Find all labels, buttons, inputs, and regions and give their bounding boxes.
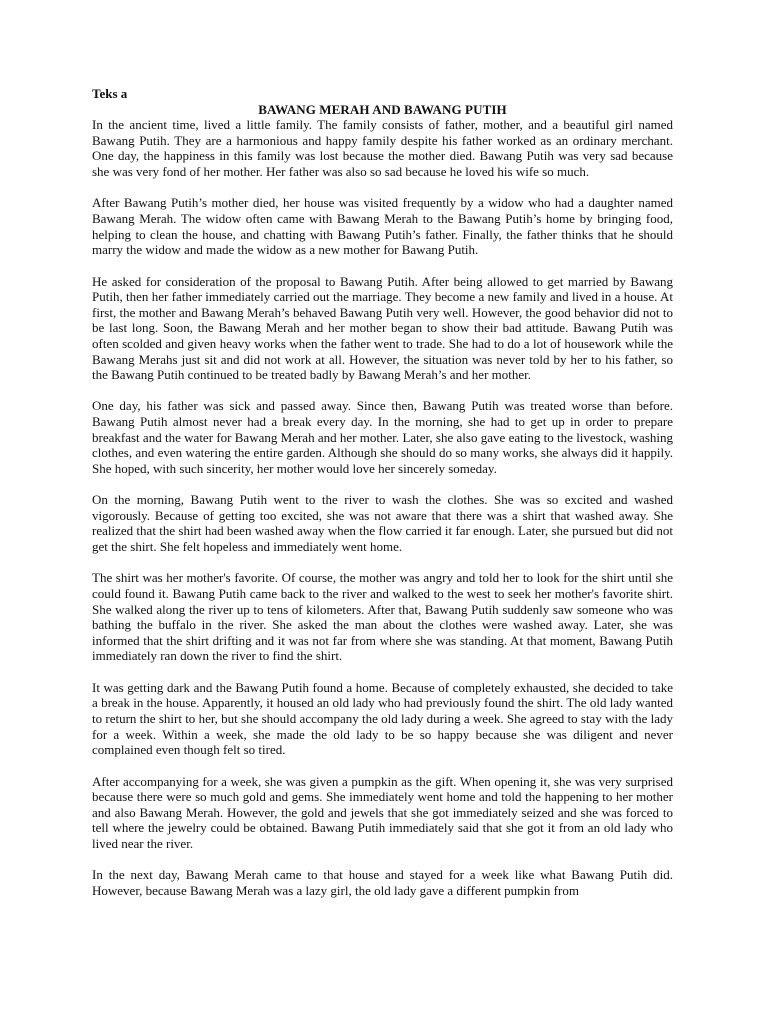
text-label: Teks a: [92, 86, 128, 101]
paragraph-3: He asked for consideration of the proposal to Bawang Putih. After being allowed to get married by Bawang Putih, then her father immediately carried out the marriage. They become a new family and lived in a house. At first, the mother and Bawang Merah’s behaved Bawang Putih very well. However, the good behavior did not to be last long. Soon, the Bawang Merah and her mother began to show their bad attitude. Bawang Putih was often scolded and given heavy works when the father went to trade. She had to do a lot of housework while the Bawang Merahs just sit and did not work at all. However, the situation was never told by her to his father, so the Bawang Putih continued to be treated badly by Bawang Merah’s and her mother.: [92, 273, 673, 383]
document-page: [92, 86, 673, 914]
paragraph-7: It was getting dark and the Bawang Putih found a home. Because of completely exhausted, she decided to take a break in the house. Apparently, it housed an old lady who had previously found the shirt. The old lady wanted to return the shirt to her, but she should accompany the old lady during a week. She agreed to stay with the lady for a week. Within a week, she made the old lady to be so happy because she was diligent and never complained even though felt so tired.: [92, 679, 673, 758]
paragraph-6: The shirt was her mother's favorite. Of course, the mother was angry and told her to look for the shirt until she could found it. Bawang Putih came back to the river and walked to the west to seek her mother's favorite shirt. She walked along the river up to tens of kilometers. After that, Bawang Putih suddenly saw someone who was bathing the buffalo in the river. She asked the man about the clothes were washed away. Later, she was informed that the shirt drifting and it was not far from where she was standing. At that moment, Bawang Putih immediately ran down the river to find the shirt.: [92, 570, 673, 664]
paragraph-5: On the morning, Bawang Putih went to the river to wash the clothes. She was so excited and washed vigorously. Because of getting too excited, she was not aware that there was a shirt that washed away. She realized that the shirt had been washed away when the flow carried it far enough. Later, she pursued but did not get the shirt. She felt hopeless and immediately went home.: [92, 492, 673, 555]
paragraph-8: After accompanying for a week, she was given a pumpkin as the gift. When opening it, she was very surprised because there were so much gold and gems. She immediately went home and told the happening to her mother and also Bawang Merah. However, the gold and jewels that she got immediately seized and she was forced to tell where the jewelry could be obtained. Bawang Putih immediately said that she got it from an old lady who lived near the river.: [92, 773, 673, 851]
paragraph-2: After Bawang Putih’s mother died, her house was visited frequently by a widow who had a daughter named Bawang Merah. The widow often came with Bawang Merah to the Bawang Putih’s home by bringing food, helping to clean the house, and chatting with Bawang Putih’s father. Finally, the father thinks that he should marry the widow and made the widow as a new mother for Bawang Putih.: [92, 195, 673, 258]
paragraph-4: One day, his father was sick and passed away. Since then, Bawang Putih was treated worse than before. Bawang Putih almost never had a break every day. In the morning, she had to get up in order to prepare breakfast and the water for Bawang Merah and her mother. Later, she also gave eating to the livestock, washing clothes, and even watering the entire garden. Although she should do so many works, she always did it happily. She hoped, with such sincerity, her mother would love her sincerely someday.: [92, 398, 673, 476]
paragraph-9: In the next day, Bawang Merah came to that house and stayed for a week like what Bawang Putih did. However, because Bawang Merah was a lazy girl, the old lady gave a different pumpkin from: [92, 867, 673, 898]
paragraph-1: In the ancient time, lived a little family. The family consists of father, mother, and a beautiful girl named Bawang Putih. They are a harmonious and happy family despite his father worked as an ordinary merchant. One day, the happiness in this family was lost because the mother died. Bawang Putih was very sad because she was very fond of her mother. Her father was also so sad because he loved his wife so much.: [92, 117, 673, 179]
story-title: BAWANG MERAH AND BAWANG PUTIH: [258, 101, 507, 117]
